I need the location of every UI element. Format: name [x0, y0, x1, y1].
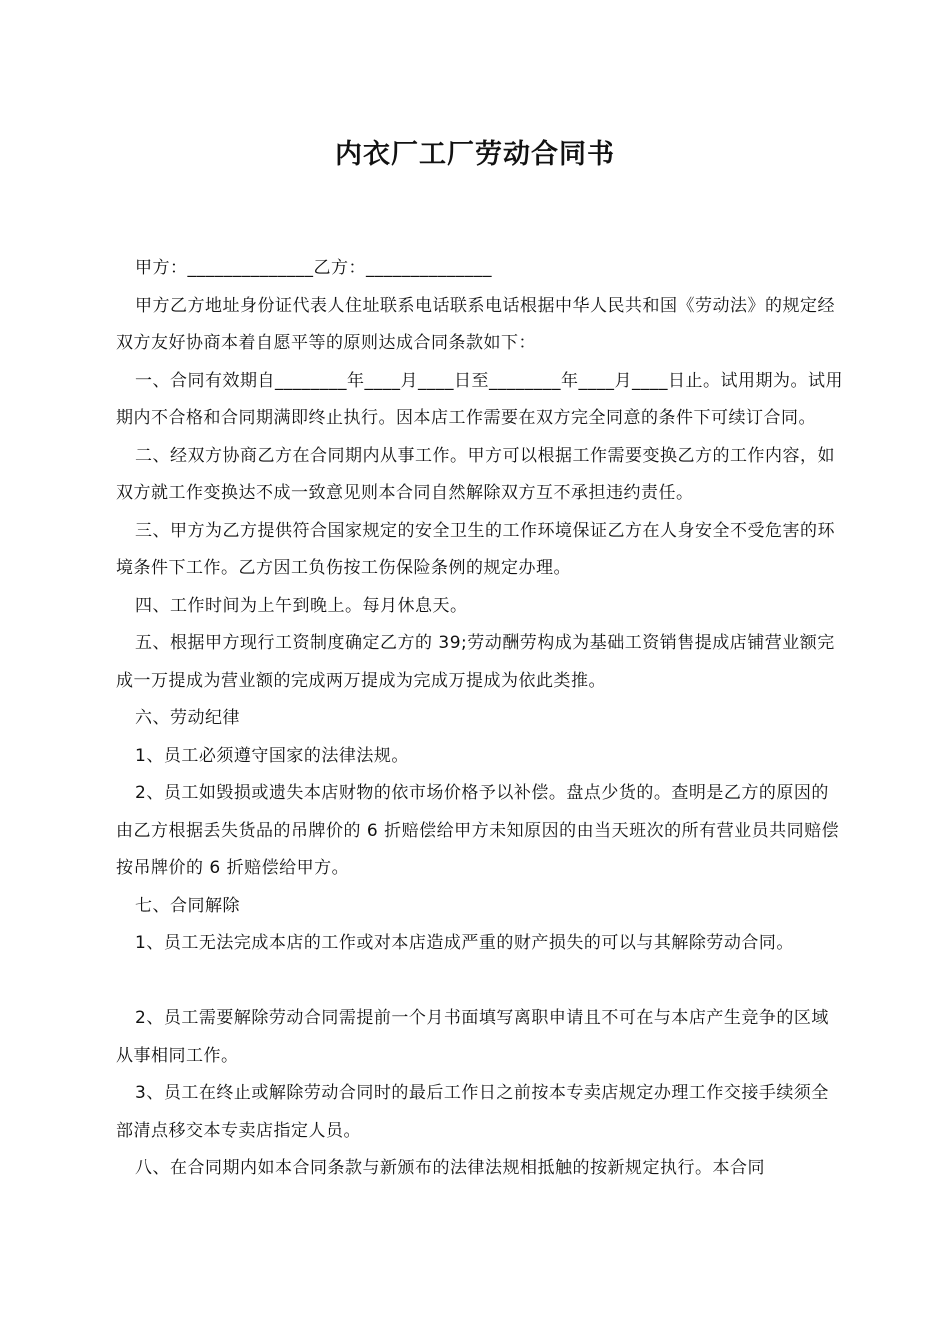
clause-6-item-1: 1、员工必须遵守国家的法律法规。 [135, 745, 409, 766]
preamble-paragraph: 甲方乙方地址身份证代表人住址联系电话联系电话根据中华人民共和国《劳动法》的规定经双方友好协商本着自愿平等的原则达成合同条款如下： [116, 295, 835, 353]
clause-6-heading: 六、劳动纪律 [135, 708, 240, 728]
clause-7-heading: 七、合同解除 [135, 895, 240, 916]
clause-7-item-1: 1、员工无法完成本店的工作或对本店造成严重的财产损失的可以与其解除劳动合同。 [135, 933, 794, 953]
clause-1-paragraph: 一、合同有效期自________年____月____日至________年____月____日止。试用期为。试用期内不合格和合同期满即终止执行。因本店工作需要在双方完全同意的条件下可续订合同。 [116, 370, 843, 428]
clause-2-paragraph: 二、经双方协商乙方在合同期内从事工作。甲方可以根据工作需要变换乙方的工作内容，如双方就工作变换达不成一致意见则本合同自然解除双方互不承担违约责任。 [116, 445, 835, 503]
clause-8-paragraph: 八、在合同期内如本合同条款与新颁布的法律法规相抵触的按新规定执行。本合同 [135, 1158, 765, 1178]
document-title: 内衣厂工厂劳动合同书 [335, 139, 615, 170]
blank-line [116, 963, 846, 1001]
party-line: 甲方：______________乙方：______________ [135, 258, 492, 278]
clause-6-item-2: 2、员工如毁损或遗失本店财物的依市场价格予以补偿。盘点少货的。查明是乙方的原因的由乙方根据丢失货品的吊牌价的 6 折赔偿给甲方未知原因的由当天班次的所有营业员共同赔偿按吊牌价的 6 折赔偿给甲方。 [116, 783, 840, 878]
clause-3-paragraph: 三、甲方为乙方提供符合国家规定的安全卫生的工作环境保证乙方在人身安全不受危害的环境条件下工作。乙方因工负伤按工伤保险条例的规定办理。 [116, 520, 835, 578]
document-body [116, 250, 846, 1188]
clause-7-item-3: 3、员工在终止或解除劳动合同时的最后工作日之前按本专卖店规定办理工作交接手续须全部清点移交本专卖店指定人员。 [116, 1083, 829, 1141]
clause-5-paragraph: 五、根据甲方现行工资制度确定乙方的 39;劳动酬劳构成为基础工资销售提成店铺营业额完成一万提成为营业额的完成两万提成为完成万提成为依此类推。 [116, 633, 835, 691]
clause-4-paragraph: 四、工作时间为上午到晚上。每月休息天。 [135, 595, 468, 616]
clause-7-item-2: 2、员工需要解除劳动合同需提前一个月书面填写离职申请且不可在与本店产生竞争的区域从事相同工作。 [116, 1008, 829, 1066]
